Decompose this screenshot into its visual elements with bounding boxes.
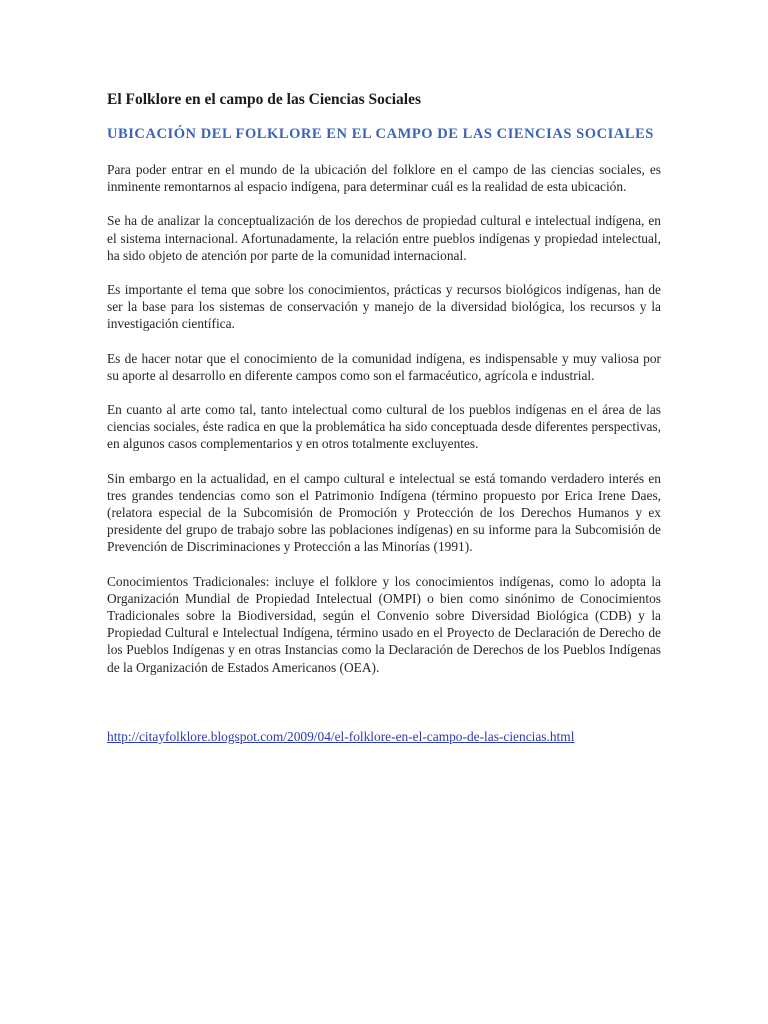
document-title: El Folklore en el campo de las Ciencias Sociales xyxy=(107,91,422,108)
paragraph-6: Sin embargo en la actualidad, en el campo cultural e intelectual se está tomando verdadero interés en tres grandes tendencias como son el Patrimonio Indígena (término propuesto por Erica Irene Daes,(relatora especial de la Subcomisión de Promoción y Protección de los Derechos Humanos y ex presidente del grupo de trabajo sobre las poblaciones indígenas) en su informe para la Subcomisión de Prevención de Discriminaciones y Protección a las Minorías (1991). xyxy=(107,470,661,555)
paragraph-2: Se ha de analizar la conceptualización de los derechos de propiedad cultural e intelectual indígena, en el sistema internacional. Afortunadamente, la relación entre pueblos indígenas y propiedad intelectual, ha sido objeto de atención por parte de la comunidad internacional. xyxy=(107,213,661,263)
source-link[interactable]: http://citayfolklore.blogspot.com/2009/04/el-folklore-en-el-campo-de-las-ciencias.html xyxy=(107,728,575,744)
section-heading: UBICACIÓN DEL FOLKLORE EN EL CAMPO DE LAS CIENCIAS SOCIALES xyxy=(107,126,654,142)
paragraph-3: Es importante el tema que sobre los conocimientos, prácticas y recursos biológicos indígenas, han de ser la base para los sistemas de conservación y manejo de la diversidad biológica, los recursos y la investigación científica. xyxy=(107,282,661,332)
document-page xyxy=(107,90,661,745)
paragraph-7: Conocimientos Tradicionales: incluye el folklore y los conocimientos indígenas, como lo adopta la Organización Mundial de Propiedad Intelectual (OMPI) o bien como sinónimo de Conocimientos Tradicionales sobre la Biodiversidad, según el Convenio sobre Diversidad Biológica (CDB) y la Propiedad Cultural e Intelectual Indígena, término usado en el Proyecto de Declaración de Derecho de los Pueblos Indígenas y en otras Instancias como la Declaración de Derechos de los Pueblos Indígenas de la Organización de Estados Americanos (OEA). xyxy=(107,573,661,675)
paragraph-1: Para poder entrar en el mundo de la ubicación del folklore en el campo de las ciencias sociales, es inminente remontarnos al espacio indígena, para determinar cuál es la realidad de esta ubicación. xyxy=(107,162,661,195)
paragraph-5: En cuanto al arte como tal, tanto intelectual como cultural de los pueblos indígenas en el área de las ciencias sociales, éste radica en que la problemática ha sido conceptuada desde diferentes perspectivas, en algunos casos complementarios y en otros totalmente excluyentes. xyxy=(107,402,661,452)
source-link-line xyxy=(107,728,661,745)
paragraph-4: Es de hacer notar que el conocimiento de la comunidad indígena, es indispensable y muy valiosa por su aporte al desarrollo en diferente campos como son el farmacéutico, agrícola e industrial. xyxy=(107,350,661,383)
